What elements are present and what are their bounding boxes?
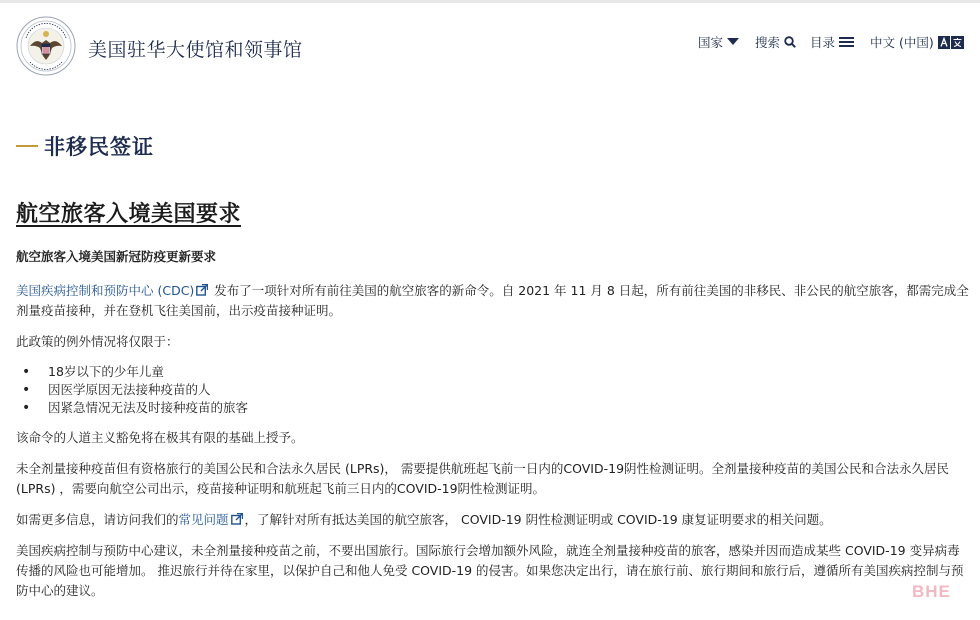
list-item: • 因医学原因无法接种疫苗的人 [16, 381, 970, 399]
watermark-logo: BHE [912, 582, 951, 601]
cdc-link-text: 美国疾病控制和预防中心 (CDC) [16, 283, 195, 298]
paragraph-exceptions-intro: 此政策的例外情况将仅限于： [16, 334, 179, 349]
list-item: • 18岁以下的少年儿童 [16, 363, 970, 381]
heading-accent-bar [16, 145, 38, 147]
paragraph-cdc-advice: 美国疾病控制与预防中心建议，未全剂量接种疫苗之前，不要出国旅行。国际旅行会增加额外风险，就连全剂量接种疫苗的旅客，感染并因而造成某些 COVID-19 变异病毒传播的风险也可能增加。 推迟旅行并待在家里，以保护自己和他人免受 COVID-19 的侵害。如果您决定出行，请在旅行前、旅行期间和旅行后，遵循所有美国疾病控制与预防中心的建议。 [16, 543, 964, 598]
country-selector[interactable] [698, 33, 739, 51]
faq-tail-text: ，了解针对所有抵达美国的航空旅客， COVID-19 阴性检测证明或 COVID-19 康复证明要求的相关问题。 [244, 512, 832, 527]
paragraph-cdc-order [16, 281, 970, 321]
hamburger-icon [839, 36, 854, 48]
section-heading [16, 131, 154, 161]
cdc-order-text: 发布了一项针对所有前往美国的航空旅客的新命令。自 2021 年 11 月 8 日起，所有前往美国的非移民、非公民的航空旅客，都需完成全剂量疫苗接种，并在登机飞往美国前，出示疫苗接种证明。 [16, 283, 969, 318]
paragraph-faq [16, 510, 970, 530]
language-label: 中文 (中国) [870, 35, 934, 50]
search-icon [784, 36, 796, 48]
section-title: 非移民签证 [44, 135, 154, 159]
caret-down-icon [727, 38, 739, 46]
menu-button[interactable] [810, 33, 854, 51]
site-title[interactable]: 美国驻华大使馆和领事馆 [88, 39, 303, 61]
external-link-icon [231, 513, 243, 525]
paragraph-humanitarian: 该命令的人道主义豁免将在极其有限的基础上授予。 [16, 430, 304, 445]
article-subheading: 航空旅客入境美国新冠防疫更新要求 [16, 249, 217, 264]
country-label: 国家 [698, 35, 724, 50]
top-nav [0, 33, 980, 55]
translate-icon [938, 36, 964, 49]
article-body [16, 247, 970, 612]
external-link-icon [196, 284, 208, 296]
search-label: 搜索 [755, 35, 781, 50]
site-header [0, 3, 980, 85]
exceptions-list [16, 363, 970, 417]
list-item: • 因紧急情况无法及时接种疫苗的旅客 [16, 399, 970, 417]
faq-link[interactable] [179, 512, 245, 527]
page-title: 航空旅客入境美国要求 [16, 202, 242, 227]
search-button[interactable] [755, 33, 796, 51]
faq-intro-text: 如需更多信息，请访问我们的 [16, 512, 179, 527]
paragraph-testing-requirements: 未全剂量接种疫苗但有资格旅行的美国公民和合法永久居民 (LPRs)， 需要提供航班起飞前一日内的COVID-19阴性检测证明。全剂量接种疫苗的美国公民和合法永久居民 (LPRs) ，需要向航空公司出示，疫苗接种证明和航班起飞前三日内的COVID-19阴性检测证明。 [16, 461, 950, 496]
menu-label: 目录 [810, 35, 836, 50]
cdc-link[interactable] [16, 283, 210, 298]
language-selector[interactable] [870, 33, 964, 51]
faq-link-text: 常见问题 [178, 512, 229, 527]
